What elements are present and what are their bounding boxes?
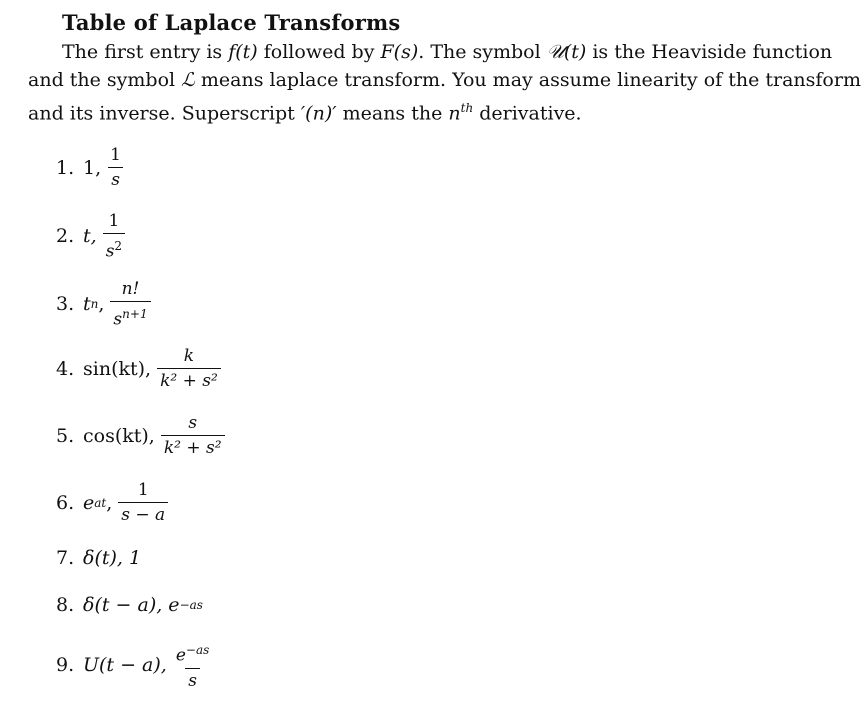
intro-line-3: [28, 94, 860, 127]
transform-exponent: −as: [179, 598, 203, 612]
item-number: 8.: [56, 594, 75, 616]
list-item: [56, 413, 225, 458]
time-function: cos(kt),: [83, 424, 155, 447]
item-number: 7.: [56, 547, 75, 569]
transform-fraction: [107, 145, 124, 190]
list-item: [56, 480, 168, 525]
math-n: n: [448, 102, 461, 125]
item-number: 2.: [56, 225, 75, 248]
fraction-denominator: s: [185, 668, 200, 691]
denominator-exponent: n+1: [122, 307, 148, 321]
time-function: δ(t), 1: [83, 547, 142, 569]
intro-text: means the: [336, 102, 449, 125]
transform-fraction: [173, 640, 212, 691]
intro-text: means laplace transform. You may assume linearity of the transform: [194, 69, 861, 91]
time-function: e: [83, 491, 95, 514]
fraction-denominator: s − a: [118, 502, 168, 525]
time-function: δ(t − a), e: [83, 594, 180, 616]
list-item: [56, 145, 124, 190]
item-number: 9.: [56, 654, 75, 677]
transform-fraction: [157, 346, 221, 391]
list-item: [56, 547, 141, 569]
time-function-exponent: n: [90, 297, 99, 312]
time-function: U(t − a),: [83, 654, 167, 677]
numerator-exponent: −as: [185, 643, 210, 657]
time-function: t,: [83, 225, 97, 248]
list-item: [56, 594, 203, 616]
fraction-numerator: k: [183, 346, 195, 366]
denominator-exponent: 2: [114, 239, 123, 253]
list-item: [56, 279, 151, 330]
math-heaviside-symbol: 𝒰(t): [546, 41, 587, 63]
intro-line-2: [28, 66, 860, 94]
numerator-base: e: [175, 645, 186, 666]
math-laplace-symbol: ℒ: [181, 69, 195, 91]
denominator-base: s: [113, 309, 123, 330]
math-F-of-s: F(s): [380, 41, 419, 63]
item-number: 1.: [56, 156, 75, 179]
intro-text: is the Heaviside function: [586, 41, 833, 63]
fraction-denominator: k² + s²: [157, 368, 221, 391]
math-th: th: [460, 101, 474, 115]
list-item: [56, 640, 212, 691]
transform-fraction: [161, 413, 225, 458]
intro-text: derivative.: [473, 102, 582, 125]
fraction-numerator: [173, 640, 212, 668]
math-f-of-t: f(t): [228, 41, 258, 63]
intro-text: followed by: [257, 41, 381, 63]
math-superscript-n: ′(n)′: [300, 102, 337, 125]
fraction-numerator: 1: [110, 145, 121, 165]
item-number: 3.: [56, 293, 75, 316]
item-number: 5.: [56, 424, 75, 447]
fraction-denominator: k² + s²: [161, 435, 225, 458]
transform-fraction: [110, 279, 150, 330]
fraction-denominator: s: [108, 167, 123, 190]
list-item: [56, 346, 221, 391]
fraction-numerator: s: [188, 413, 198, 433]
fraction-denominator: [110, 301, 150, 330]
item-number: 6.: [56, 491, 75, 514]
time-function: t: [83, 293, 91, 316]
intro-text: . The symbol: [418, 41, 547, 63]
intro-line-1: [28, 38, 860, 66]
intro-text: and its inverse. Superscript: [28, 102, 301, 125]
item-number: 4.: [56, 357, 75, 380]
fraction-numerator: n!: [121, 279, 140, 299]
page-title: Table of Laplace Transforms: [62, 10, 401, 35]
comma: ,: [106, 491, 113, 514]
intro-text: and the symbol: [28, 69, 182, 91]
fraction-denominator: [103, 233, 125, 262]
transform-fraction: [118, 480, 168, 525]
intro-text: The first entry is: [62, 41, 229, 63]
time-function: sin(kt),: [83, 357, 152, 380]
fraction-numerator: 1: [108, 211, 120, 231]
comma: ,: [98, 293, 105, 316]
list-item: [56, 211, 125, 262]
denominator-base: s: [105, 241, 115, 262]
intro-paragraph: [28, 38, 860, 127]
time-function: 1,: [83, 156, 102, 179]
fraction-numerator: 1: [137, 480, 149, 500]
time-function-exponent: at: [94, 495, 107, 510]
transform-fraction: [103, 211, 125, 262]
